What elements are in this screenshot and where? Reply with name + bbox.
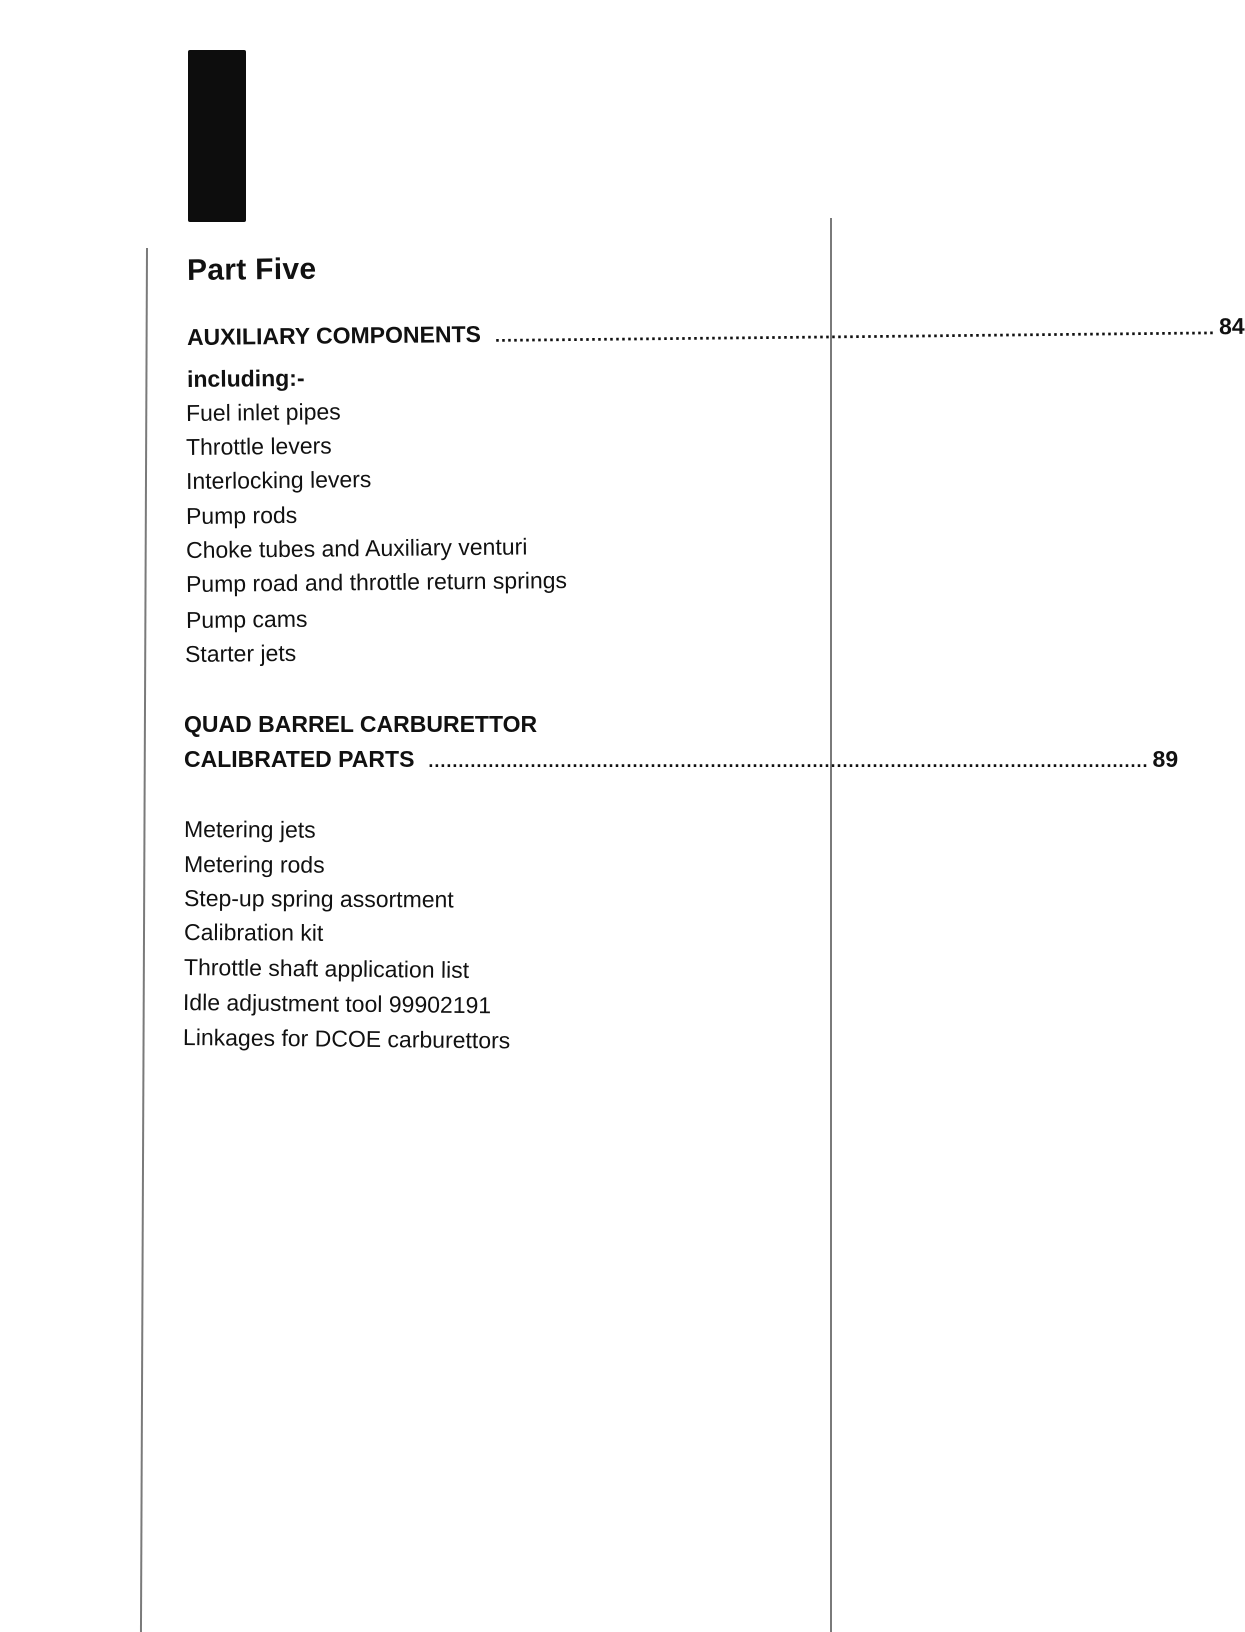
list-item: Starter jets [184,639,297,667]
leader-dots: ........................................................................................................................ [494,318,1216,346]
list-item: Throttle shaft application list [183,954,470,983]
list-item: Linkages for DCOE carburettors [182,1024,511,1054]
toc-entry-auxiliary-components[interactable] [186,312,1245,351]
part-title: Part Five [186,252,317,287]
list-item: Choke tubes and Auxiliary venturi [185,533,528,563]
toc-entry-label: AUXILIARY COMPONENTS [186,320,482,350]
section-heading-quad-barrel: QUAD BARREL CARBURETTOR [184,711,538,737]
list-item: Metering rods [183,851,325,878]
list-item: Calibration kit [183,919,324,946]
list-item: Throttle levers [185,432,332,460]
list-item: Pump rods [185,501,298,529]
toc-entry-calibrated-parts[interactable] [184,746,1179,773]
toc-page-number: 89 [1152,746,1179,772]
section-subheading: including:- [186,364,305,392]
list-item: Pump cams [185,605,308,633]
leader-dots: ........................................................................................................................ [428,751,1149,771]
toc-page-number: 84 [1218,312,1245,340]
list-item: Interlocking levers [185,466,372,494]
list-item: Pump road and throttle return springs [185,567,568,597]
list-item: Metering jets [183,816,316,843]
list-item: Step-up spring assortment [183,885,454,913]
list-item: Idle adjustment tool 99902191 [182,989,492,1019]
list-item: Fuel inlet pipes [185,398,341,426]
toc-entry-label: CALIBRATED PARTS [184,746,415,772]
